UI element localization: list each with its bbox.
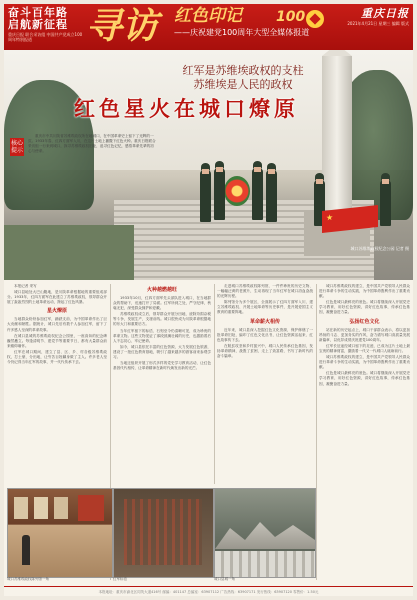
page-footer: 本报地址：重庆市渝北区同茂大道416号 邮编：401147 总编室：63907112 广告热线：63907171 发行热线：63907120 零售价：1.50元 [4, 586, 413, 596]
hero-photo [4, 50, 413, 280]
county-town-photo [214, 488, 316, 578]
section-heading: 弘扬红色文化 [349, 318, 380, 325]
masthead [4, 4, 413, 50]
honor-guard [252, 168, 263, 220]
slogan-small: 重庆日报 联合采访组 中国共产党成立100周年特别报道 [8, 32, 83, 42]
article-headline: 红色星火在城口燎原 [74, 97, 299, 121]
hundred-logo: 100 [276, 9, 306, 25]
slogan-block [8, 7, 86, 42]
series-subtitle: ——庆祝建党100周年大型全媒体报道 [174, 28, 310, 37]
slogan-line-1: 奋斗百年路 [8, 6, 68, 19]
column-2: 火种越燃越旺 1933年10月，红四方面军先头部队进入城口，在当地群众的帮助下，迅速打开了局面。红军所到之处，严守纪律，秋毫无犯，深受群众拥护和爱戴。 苏维埃政权成立后，领导群众开展分田地、废除苛捐杂税等斗争，发展生产，支援前线。城口很快成为川陕革命根据地的东大门和重要后方。 当年红军留下的标语、石刻至今仍清晰可见，成为珍贵的革命文物。这些文物见证了那段波澜壮阔的历史，也激励着后人不忘初心、牢记使命。 如今，城口县依托丰富的红色资源，大力发展红色旅游，建设了一批红色教育基地，吸引了越来越多的游客前来参观学习。 当地还组织开展了形式多样的党史学习教育活动，让红色基因代代相传，让革命精神在新时代焕发出新的光芒。 [113, 287, 211, 371]
red-slogan-photo [113, 488, 214, 578]
photo-caption: 城口县城一角 [214, 577, 235, 581]
honor-guard [380, 180, 391, 226]
honor-guard [266, 170, 277, 222]
newspaper-page [4, 4, 413, 596]
column-1: 本报记者 采写 城口县地处大巴山腹地，是川陕革命根据地的重要组成部分。1933年，红四方面军在此建立了苏维埃政权，领导群众开展了轰轰烈烈的土地革命运动，掀起了红色风暴。 星火燎原 当地群众纷纷参加红军，踊跃支前，为中国革命作出了巨大贡献和牺牲。据统计，城口先后有数千人参加红军，留下了许多感人至深的革命故事。 在城口县城的苏维埃政权纪念公园里，一座高耸的纪念碑巍然矗立。每逢清明节、建党节等重要节日，都有大量群众前来瞻仰缅怀。 红军在城口期间，建立了县、区、乡、村各级苏维埃政权，打土豪、分田地，让穷苦百姓翻身做了主人。许多老人至今仍记得当年红军的故事，并一代代传承下去。 [7, 284, 107, 365]
section-heading: 革命薪火相传 [249, 318, 280, 325]
column-3: 走进城口苏维埃政权陈列馆，一件件珍贵的历史文物、一幅幅泛黄的老照片，生动再现了当年红军在城口浴血奋战的光辉历程。 陈列馆分为多个展区，全面展示了红四方面军入川、建立苏维埃政权、开展土地革命等历史事件，是开展爱国主义教育的重要阵地。 革命薪火相传 近年来，城口县深入挖掘红色文化资源，保护修缮了一批革命旧址，编印了红色文化丛书，让红色资源活起来、红色故事传下去。 在脱贫攻坚和乡村振兴中，城口人民传承红色基因，发扬革命精神，战胜了贫困，走上了致富路，书写了新时代的奋斗篇章。 [217, 284, 313, 359]
exhibition-hall-photo [7, 488, 113, 578]
intro-lead: 重庆市中共川陕省苏维埃政权所在地城口，在中国革命史上留下了光辉的一页。1933年春，红四方面军入川，在这片土地上播撒下红色火种。重庆日报联合采访组一行来到城口，探寻苏维埃政权旧址，追寻红色记忆，感悟革命先辈的初心与使命。 [28, 134, 156, 154]
hero-quote: 红军是苏维埃政权的支柱 苏维埃是人民的政权 [182, 64, 304, 91]
section-heading: 火种越燃越旺 [146, 287, 177, 293]
section-heading: 星火燎原 [46, 308, 67, 315]
intro-tag: 核心提示 [10, 140, 23, 154]
slogan-line-2: 启航新征程 [8, 18, 68, 31]
hongse-yinji-title: 红色印记 [174, 6, 242, 26]
honor-guard [200, 170, 211, 222]
photo-caption: 城口苏维埃政权陈列馆一角 [7, 577, 49, 581]
hero-caption: 城口苏维埃政权纪念公园 记者 摄 [350, 246, 409, 251]
xunfang-calligraphy: 寻访 [86, 5, 159, 47]
column-4: 城口苏维埃政权的建立，是中国共产党领导人民群众进行革命斗争的生动实践，为中国革命胜利作出了重要贡献。 红色是城口最鲜亮的底色。城口将继续深入开展党史学习教育，用好红色资源，讲好红色故事，传承红色基因，凝聚奋进力量。 弘扬红色文化 站在新的历史起点上，城口干部群众表示，将以更加昂扬的斗志、更加务实的作风，奋力谱写城口高质量发展新篇章，以优异成绩庆祝建党100周年。 红军长征途经城口留下的足迹，已成为这片土地上最宝贵的精神财富，激励着一代又一代城口人砥砺前行。 城口苏维埃政权的建立，是中国共产党领导人民群众进行革命斗争的生动实践，为中国革命胜利作出了重要贡献。 红色是城口最鲜亮的底色。城口将继续深入开展党史学习教育，用好红色资源，讲好红色故事，传承红色基因，凝聚奋进力量。 [319, 284, 410, 386]
flag-icon: ★ [322, 205, 378, 233]
paper-masthead [329, 7, 409, 26]
photo-caption: 红军标语 [113, 577, 127, 581]
paper-meta: 2021年4月21日 星期三 编辑 版式 [347, 21, 409, 26]
wreath-icon [224, 176, 250, 206]
party-emblem-icon [306, 10, 324, 28]
honor-guard [214, 168, 225, 220]
paper-name: 重庆日报 [361, 7, 409, 20]
